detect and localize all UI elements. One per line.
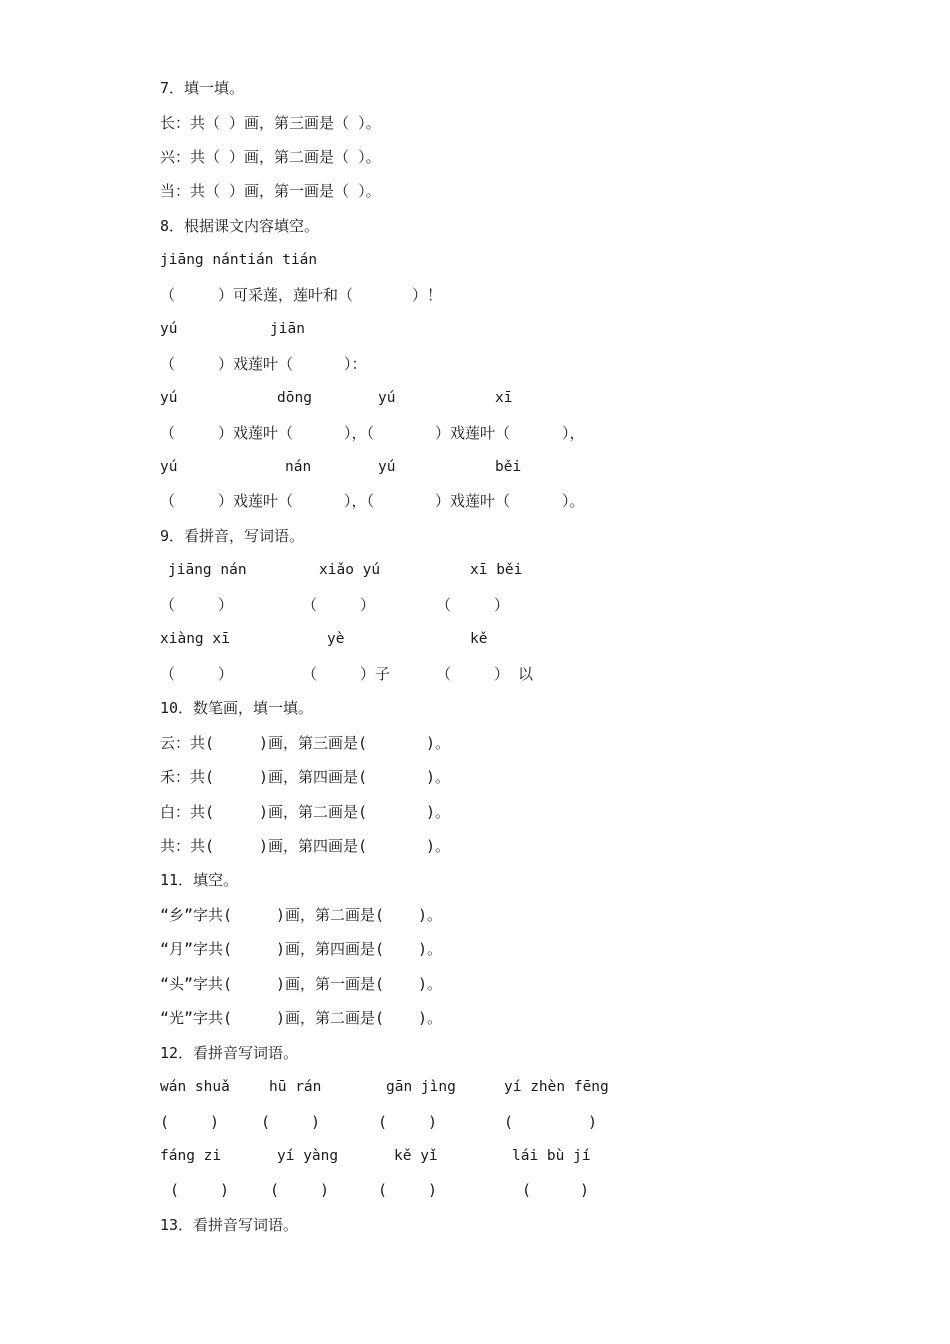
line-text: 禾：共( xyxy=(160,768,215,786)
line-text: )。 xyxy=(418,940,443,959)
line-text: 兴：共（ ）画，第二画是（ ）。 xyxy=(160,147,381,166)
pinyin-text: yú xyxy=(160,459,178,475)
line-text: ( xyxy=(378,1181,388,1200)
pinyin-text: gān jìng xyxy=(386,1079,456,1096)
line-text: 13．看拼音写词语。 xyxy=(160,1215,299,1234)
line-text: “头”字共( xyxy=(160,974,233,993)
line-text: )。 xyxy=(418,905,443,924)
line-text: ） xyxy=(360,595,376,614)
line-text: )画，第四画是( xyxy=(259,768,368,786)
line-text: )画，第四画是( xyxy=(259,836,368,855)
pinyin-text: lái bù jí xyxy=(512,1148,591,1164)
line-text: ）戏莲叶（ xyxy=(218,492,294,511)
line-text: 共：共( xyxy=(160,836,215,855)
line-text: 11．填空。 xyxy=(160,871,239,890)
pinyin-text: jiāng nán xyxy=(168,562,247,579)
pinyin-text: jiān xyxy=(270,321,305,338)
pinyin-text: běi xyxy=(495,459,522,475)
line-text: 12．看拼音写词语。 xyxy=(160,1043,299,1062)
line-text: ) xyxy=(320,1181,330,1200)
line-text: （ xyxy=(160,664,176,683)
line-text: 7．填一填。 xyxy=(160,79,245,97)
line-text: ），（ xyxy=(344,492,375,511)
line-text: )画，第二画是( xyxy=(259,802,368,821)
line-text: （ xyxy=(160,492,176,511)
pinyin-text: yè xyxy=(327,631,345,648)
line-text: ） 以 xyxy=(494,664,534,683)
line-text: )。 xyxy=(426,802,451,821)
line-text: )画，第二画是( xyxy=(276,905,385,924)
line-text: )。 xyxy=(418,974,443,993)
line-text: ) xyxy=(210,1112,220,1131)
line-text: ( xyxy=(170,1181,180,1200)
pinyin-text: yú xyxy=(160,390,178,407)
line-text: )。 xyxy=(418,1009,443,1028)
pinyin-text: xiǎo yú xyxy=(319,562,381,579)
line-text: ）戏莲叶（ xyxy=(435,492,511,511)
pinyin-text: yú xyxy=(160,321,178,338)
line-text: ）可采莲，莲叶和（ xyxy=(218,285,354,304)
pinyin-text: kě xyxy=(470,631,488,648)
line-text: ( xyxy=(160,1112,170,1131)
line-text: ) xyxy=(311,1112,321,1131)
line-text: 云：共( xyxy=(160,733,215,752)
line-text: 10．数笔画，填一填。 xyxy=(160,699,314,718)
pinyin-text: yú xyxy=(378,459,396,475)
line-text: “乡”字共( xyxy=(160,905,233,924)
line-text: （ xyxy=(160,354,176,373)
line-text: ）子 xyxy=(360,664,391,683)
line-text: ) xyxy=(428,1112,438,1131)
line-text: )。 xyxy=(426,733,451,752)
line-text: )。 xyxy=(426,768,451,786)
line-text: ） xyxy=(494,595,510,614)
line-text: ( xyxy=(504,1112,514,1131)
line-text: )画，第二画是( xyxy=(276,1009,385,1028)
line-text: （ xyxy=(160,595,176,614)
pinyin-text: yú xyxy=(378,390,396,407)
pinyin-text: yí zhèn fēng xyxy=(504,1079,609,1096)
line-text: （ xyxy=(436,595,452,614)
line-text: （ xyxy=(302,595,318,614)
line-text: ( xyxy=(261,1112,271,1131)
line-text: ）： xyxy=(344,354,367,373)
line-text: 当：共（ ）画，第一画是（ ）。 xyxy=(160,182,381,201)
line-text: ）， xyxy=(562,423,585,442)
pinyin-text: xī xyxy=(495,390,513,407)
line-text: ) xyxy=(588,1112,598,1131)
line-text: )。 xyxy=(426,836,451,855)
line-text: （ xyxy=(160,285,176,304)
line-text: ）。 xyxy=(562,492,585,511)
line-text: ( xyxy=(522,1181,532,1200)
line-text: ）！ xyxy=(412,285,443,304)
pinyin-text: wán shuǎ xyxy=(160,1079,230,1096)
pinyin-text: yí yàng xyxy=(277,1148,339,1164)
line-text: ) xyxy=(220,1181,230,1200)
line-text: ）戏莲叶（ xyxy=(435,423,511,442)
line-text: “光”字共( xyxy=(160,1009,233,1028)
line-text: )画，第一画是( xyxy=(276,974,385,993)
pinyin-text: fáng zi xyxy=(160,1148,222,1164)
line-text: ( xyxy=(270,1181,280,1200)
pinyin-text: kě yǐ xyxy=(394,1148,438,1164)
pinyin-text: hū rán xyxy=(269,1079,322,1096)
line-text: ) xyxy=(428,1181,438,1200)
line-text: )画，第四画是( xyxy=(276,940,385,959)
pinyin-text: jiāng nántián tián xyxy=(160,252,318,269)
line-text: 8．根据课文内容填空。 xyxy=(160,216,320,235)
line-text: （ xyxy=(160,423,176,442)
line-text: ) xyxy=(580,1181,590,1200)
pinyin-text: dōng xyxy=(277,390,312,407)
pinyin-text: xī běi xyxy=(470,562,523,579)
line-text: ( xyxy=(378,1112,388,1131)
line-text: ），（ xyxy=(344,423,375,442)
line-text: （ xyxy=(436,664,452,683)
line-text: ）戏莲叶（ xyxy=(218,423,294,442)
pinyin-text: xiàng xī xyxy=(160,631,230,648)
line-text: ） xyxy=(218,595,234,614)
line-text: 长：共（ ）画，第三画是（ ）。 xyxy=(160,113,381,132)
line-text: （ xyxy=(302,664,318,683)
line-text: ）戏莲叶（ xyxy=(218,354,294,373)
line-text: )画，第三画是( xyxy=(259,733,368,752)
line-text: 白：共( xyxy=(160,802,215,821)
pinyin-text: nán xyxy=(285,459,312,475)
line-text: 9．看拼音，写词语。 xyxy=(160,526,305,545)
line-text: ） xyxy=(218,664,234,683)
line-text: “月”字共( xyxy=(160,940,233,959)
